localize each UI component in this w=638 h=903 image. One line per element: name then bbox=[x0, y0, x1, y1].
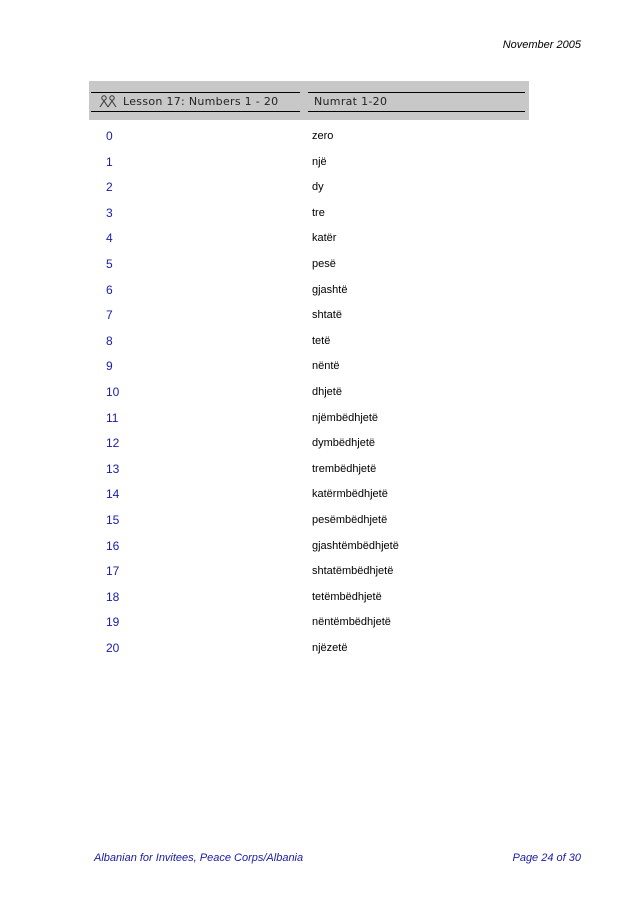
number-cell: 17 bbox=[106, 564, 120, 579]
albanian-word-cell: katër bbox=[312, 232, 337, 245]
albanian-word-cell: tetë bbox=[312, 334, 331, 347]
number-cell: 8 bbox=[106, 333, 113, 348]
table-row bbox=[0, 380, 638, 406]
number-cell: 15 bbox=[106, 512, 120, 527]
footer-title: Albanian for Invitees, Peace Corps/Albania bbox=[94, 852, 304, 864]
number-cell: 12 bbox=[106, 436, 120, 451]
header-date: November 2005 bbox=[502, 39, 581, 51]
translation-heading bbox=[308, 92, 525, 112]
number-cell: 16 bbox=[106, 538, 120, 553]
albanian-word-cell: njëmbëdhjetë bbox=[312, 411, 379, 424]
albanian-word-cell: dhjetë bbox=[312, 385, 342, 398]
number-cell: 9 bbox=[106, 359, 113, 374]
table-row bbox=[0, 482, 638, 508]
numbers-table bbox=[0, 124, 638, 661]
number-cell: 7 bbox=[106, 308, 113, 323]
table-row bbox=[0, 585, 638, 611]
number-cell: 14 bbox=[106, 487, 120, 502]
albanian-word-cell: tetëmbëdhjetë bbox=[312, 590, 382, 603]
table-row bbox=[0, 303, 638, 329]
number-cell: 1 bbox=[106, 154, 113, 169]
number-cell: 5 bbox=[106, 256, 113, 271]
lesson-heading-text: Lesson 17: Numbers 1 - 20 bbox=[123, 95, 279, 108]
table-row bbox=[0, 150, 638, 176]
albanian-word-cell: gjashtë bbox=[312, 283, 348, 296]
number-cell: 20 bbox=[106, 640, 120, 655]
table-row bbox=[0, 201, 638, 227]
albanian-word-cell: zero bbox=[312, 130, 334, 142]
albanian-word-cell: pesëmbëdhjetë bbox=[312, 513, 388, 526]
table-row bbox=[0, 559, 638, 585]
albanian-word-cell: pesë bbox=[312, 257, 336, 270]
number-cell: 3 bbox=[106, 205, 113, 220]
albanian-word-cell: shtatë bbox=[312, 309, 342, 322]
table-row bbox=[0, 175, 638, 201]
albanian-word-cell: nëntë bbox=[312, 360, 340, 373]
albanian-word-cell: shtatëmbëdhjetë bbox=[312, 565, 394, 578]
table-row bbox=[0, 508, 638, 534]
number-cell: 0 bbox=[106, 129, 113, 143]
table-row bbox=[0, 534, 638, 560]
number-cell: 2 bbox=[106, 180, 113, 195]
page-number: Page 24 of 30 bbox=[512, 852, 581, 864]
number-cell: 11 bbox=[106, 410, 119, 425]
lesson-heading bbox=[91, 92, 300, 112]
albanian-word-cell: dymbëdhjetë bbox=[312, 437, 375, 450]
albanian-word-cell: trembëdhjetë bbox=[312, 462, 377, 475]
table-row bbox=[0, 226, 638, 252]
number-cell: 18 bbox=[106, 589, 120, 604]
lesson-icon bbox=[99, 94, 117, 108]
albanian-word-cell: dy bbox=[312, 181, 324, 194]
table-header bbox=[89, 81, 529, 120]
translation-heading-text: Numrat 1-20 bbox=[314, 95, 388, 108]
table-row bbox=[0, 636, 638, 662]
table-row bbox=[0, 610, 638, 636]
albanian-word-cell: nëntëmbëdhjetë bbox=[312, 616, 391, 629]
table-row bbox=[0, 278, 638, 304]
albanian-word-cell: tre bbox=[312, 206, 325, 219]
table-row bbox=[0, 329, 638, 355]
table-row bbox=[0, 252, 638, 278]
table-row bbox=[0, 124, 638, 150]
albanian-word-cell: një bbox=[312, 155, 327, 168]
number-cell: 6 bbox=[106, 282, 113, 297]
table-row bbox=[0, 406, 638, 432]
table-row bbox=[0, 354, 638, 380]
number-cell: 13 bbox=[106, 461, 120, 476]
albanian-word-cell: njëzetë bbox=[312, 641, 348, 654]
number-cell: 19 bbox=[106, 615, 120, 630]
table-row bbox=[0, 431, 638, 457]
table-row bbox=[0, 457, 638, 483]
albanian-word-cell: gjashtëmbëdhjetë bbox=[312, 539, 399, 552]
number-cell: 4 bbox=[106, 231, 113, 246]
albanian-word-cell: katërmbëdhjetë bbox=[312, 488, 388, 501]
number-cell: 10 bbox=[106, 384, 120, 399]
